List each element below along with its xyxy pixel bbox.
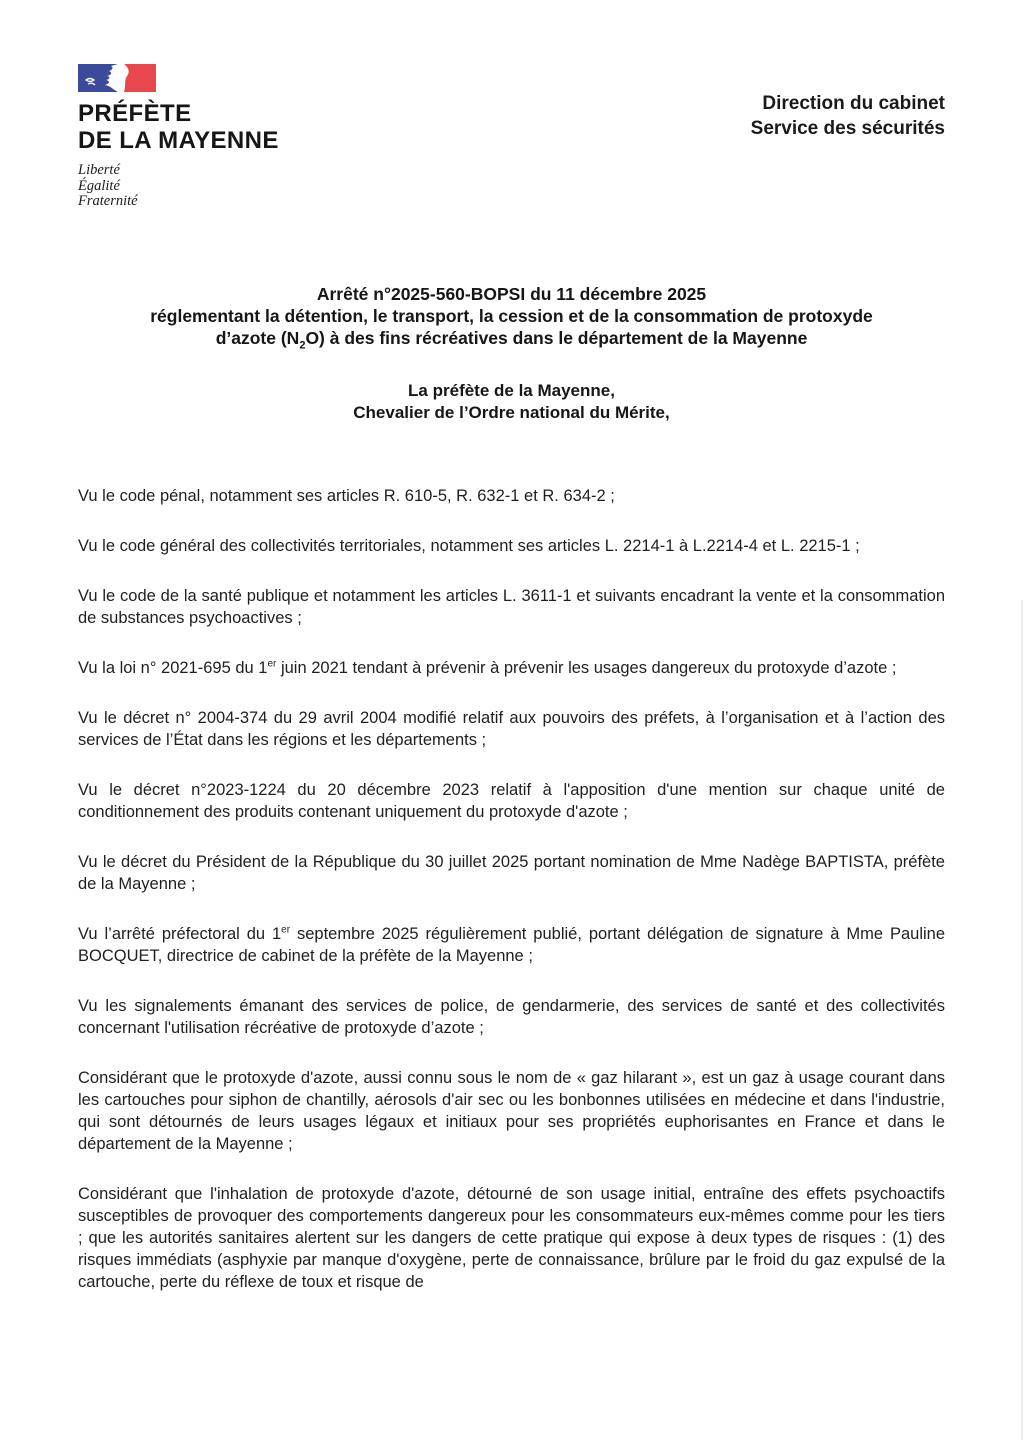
- title-segment-post: O) à des fins récréatives dans le département de la Mayenne: [305, 327, 808, 348]
- prefecture-brand-block: [78, 64, 279, 210]
- motto-liberte: Liberté: [78, 162, 120, 178]
- paragraph-vu-signalements: Vu les signalements émanant des services de police, de gendarmerie, des services de santé et des collectivités concernant l'utilisation récréative de protoxyde d’azote ;: [78, 997, 945, 1037]
- motto-fraternite: Fraternité: [78, 193, 138, 209]
- decree-title-line3: [78, 327, 945, 357]
- prefecture-name: [78, 100, 279, 154]
- title-n2o-subscript: 2: [299, 339, 306, 351]
- decree-title-line2: réglementant la détention, le transport, la cession et de la consommation de protoxyde: [150, 305, 873, 326]
- salutation-line2: Chevalier de l’Ordre national du Mérite,: [353, 403, 670, 422]
- paragraph-text-segment: juin 2021 tendant à prévenir à prévenir les usages dangereux du protoxyde d’azote ;: [276, 659, 897, 677]
- prefecture-name-line2: DE LA MAYENNE: [78, 127, 279, 154]
- ordinal-superscript: er: [281, 924, 291, 936]
- paragraph-vu-code-collectivites: Vu le code général des collectivités territoriales, notamment ses articles L. 2214-1 à L.2214-4 et L. 2215-1 ;: [78, 537, 860, 555]
- prefecture-name-line1: PRÉFÈTE: [78, 100, 192, 127]
- ordinal-superscript: er: [267, 658, 277, 670]
- paragraph-vu-loi-2021-695: [78, 657, 945, 679]
- decree-title-line1: Arrêté n°2025-560-BOPSI du 11 décembre 2025: [316, 283, 707, 304]
- paragraph-text-segment: septembre 2025 régulièrement publié, portant délégation de signature à Mme Pauline BOCQUET, directrice de cabinet de la préfète de la Mayenne ;: [78, 925, 945, 965]
- paragraph-text-segment: Vu l’arrêté préfectoral du 1: [78, 925, 282, 943]
- motto-egalite: Égalité: [78, 177, 120, 194]
- paragraph-considerant-gaz-hilarant: Considérant que le protoxyde d'azote, aussi connu sous le nom de « gaz hilarant », est un gaz à usage courant dans les cartouches pour siphon de chantilly, aérosols d'air sec ou les bonbonnes utilisées en médecine et dans l'industrie, qui sont détournés de leurs usages légaux et initiaux pour ses propriétés euphorisantes en France et dans le département de la Mayenne ;: [78, 1069, 945, 1153]
- document-header: [78, 64, 945, 210]
- issuing-service-block: [751, 91, 945, 141]
- service-line-securites: Service des sécurités: [750, 118, 945, 139]
- french-republic-flag-icon: [78, 64, 156, 92]
- decree-title: [78, 283, 945, 357]
- scan-edge-artifact: [1021, 600, 1023, 1440]
- republic-motto: [78, 163, 279, 210]
- flag-red-block: [124, 64, 156, 92]
- paragraph-vu-decret-nomination: Vu le décret du Président de la République du 30 juillet 2025 portant nomination de Mme Nadège BAPTISTA, préfète de la Mayenne ;: [78, 853, 945, 893]
- paragraph-text-segment: Vu la loi n° 2021-695 du 1: [78, 659, 268, 677]
- paragraph-vu-decret-2004-374: Vu le décret n° 2004-374 du 29 avril 2004 modifié relatif aux pouvoirs des préfets, à l’organisation et à l’action des services de l’État dans les régions et les départements ;: [78, 709, 945, 749]
- title-segment-pre: d’azote (N: [215, 327, 300, 348]
- paragraph-vu-arrete-delegation: [78, 923, 945, 967]
- decree-body: [78, 485, 945, 1293]
- paragraph-vu-code-sante: Vu le code de la santé publique et notamment les articles L. 3611-1 et suivants encadrant la vente et la consommation de substances psychoactives ;: [78, 587, 945, 627]
- paragraph-considerant-inhalation: Considérant que l'inhalation de protoxyde d'azote, détourné de son usage initial, entraîne des effets psychoactifs susceptibles de provoquer des comportements dangereux pour les consommateurs eux-mêmes comme pour les tiers ; que les autorités sanitaires alertent sur les dangers de cette pratique qui expose à deux types de risques : (1) des risques immédiats (asphyxie par manque d'oxygène, perte de connaissance, brûlure par le froid du gaz expulsé de la cartouche, perte du réflexe de toux et risque de: [78, 1185, 945, 1291]
- salutation-line1: La préfète de la Mayenne,: [408, 381, 615, 400]
- paragraph-vu-code-penal: Vu le code pénal, notamment ses articles R. 610-5, R. 632-1 et R. 634-2 ;: [78, 487, 615, 505]
- paragraph-vu-decret-2023-1224: Vu le décret n°2023-1224 du 20 décembre 2023 relatif à l'apposition d'une mention sur chaque unité de conditionnement des produits contenant uniquement du protoxyde d'azote ;: [78, 781, 945, 821]
- salutation-block: [78, 380, 945, 424]
- service-line-direction: Direction du cabinet: [762, 93, 945, 114]
